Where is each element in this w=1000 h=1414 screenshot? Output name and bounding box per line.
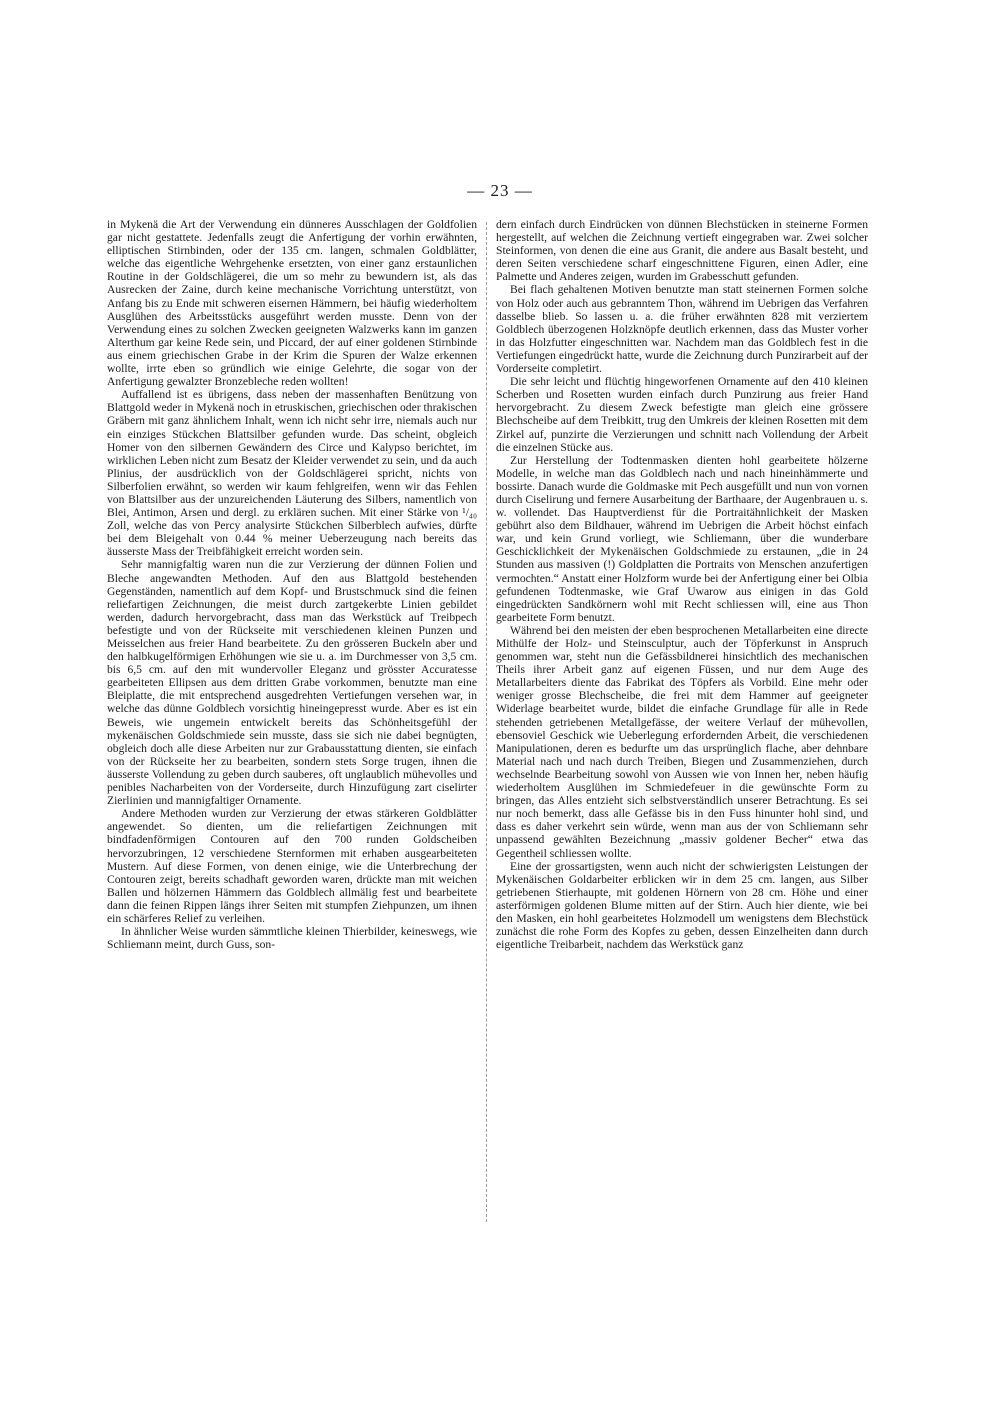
left-paragraph-4: Andere Methoden wurden zur Verzierung der etwas stärkeren Goldblätter angewendet. So dienten, um die reliefartigen Zeichnungen mit bindfadenförmigen Contouren auf den 700 runden Goldscheiben hervorzubringen, 12 verschiedene Sternformen mit erhaben ausgearbeiteten Mustern. Auf diese Formen, von denen einige, wie die Unterbrechung der Contouren zeigt, bereits schadhaft geworden waren, drückte man mit weichen Ballen und hölzernen Hämmern das Goldblech allmälig fest und bearbeitete dann die feinen Rippen längs ihrer Seiten mit stumpfen Ziehpunzen, um ihnen ein schärferes Relief zu verleihen. xyxy=(107,807,477,925)
left-paragraph-2: Auffallend ist es übrigens, dass neben der massenhaften Benützung von Blattgold weder in Mykenä noch in etruskischen, griechischen oder thrakischen Gräbern mit ganz ähnlichem Inhalt, wenn ich nicht sehr irre, niemals auch nur ein einziges Stückchen Blattsilber gefunden wurde. Das scheint, obgleich Homer von den silbernen Gewändern des Circe und Kalypso berichtet, im wirklichen Leben nicht zum Besatz der Kleider verwendet zu sein, und da auch Plinius, der ausdrücklich von der Goldschlägerei spricht, nichts von Silberfolien erwähnt, so werden wir kaum fehlgreifen, wenn wir das Fehlen von Blattsilber aus der unzureichenden Läuterung des Silbers, namentlich von Blei, Antimon, Arsen und dergl. zu erklären suchen. Mit einer Stärke von ¹/₄₀ Zoll, welche das von Percy analysirte Stückchen Silberblech aufwies, dürfte bei dem Bleigehalt von 0.44 % meiner Ueberzeugung nach bereits das äusserste Mass der Treibfähigkeit erreicht worden sein. xyxy=(107,388,477,559)
left-paragraph-3: Sehr mannigfaltig waren nun die zur Verzierung der dünnen Folien und Bleche angewandten Methoden. Auf den aus Blattgold bestehenden Gegenständen, namentlich auf dem Kopf- und Brustschmuck sind die feinen reliefartigen Zeichnungen, die meist durch zartgekerbte Linien gebildet werden, dadurch hervorgebracht, dass man das Werkstück auf Treibpech befestigte und von der Rückseite mit verschiedenen kleinen Punzen und Meisselchen aus freier Hand bearbeitete. Zu den grösseren Buckeln aber und den halbkugelförmigen Erhöhungen wie sie u. a. im Durchmesser von 3,5 cm. bis 6,5 cm. auf den mit wundervoller Eleganz und grösster Accuratesse gearbeiteten Ellipsen aus dem dritten Grabe vorkommen, benutzte man eine Bleiplatte, die mit entsprechend ausgedrehten Vertiefungen versehen war, in welche das dünne Goldblech vorsichtig hineingepresst wurde. Aber es ist ein Beweis, wie ungemein entwickelt bereits das Schönheitsgefühl der mykenäischen Goldschmiede sein musste, dass sie sich nie dabei begnügten, obgleich doch alle diese Arbeiten nur zur Grabausstattung dienten, sie einfach von der Rückseite her zu bearbeiten, sondern stets Sorge trugen, ihnen die äusserste Vollendung zu geben durch sauberes, oft unglaublich mühevolles und penibles Nacharbeiten von der Vorderseite, durch Hinzufügung zart ciselirter Zierlinien und mannigfaltiger Ornamente. xyxy=(107,558,477,808)
right-paragraph-6: Eine der grossartigsten, wenn auch nicht der schwierigsten Leistungen der Mykenäischen Goldarbeiter erblicken wir in dem 25 cm. langen, aus Silber getriebenen Stierhaupte, mit goldenen Hörnern von 28 cm. Höhe und einer asterförmigen goldenen Blume mitten auf der Stirn. Auch hier diente, wie bei den Masken, ein hohl gearbeitetes Holzmodell um wenigstens dem Blechstück zunächst die rohe Form des Kopfes zu geben, dessen Einzelheiten dann durch eigentliche Treibarbeit, nachdem das Werkstück ganz xyxy=(496,859,868,952)
right-paragraph-4: Zur Herstellung der Todtenmasken dienten hohl gearbeitete hölzerne Modelle, in welche man das Goldblech nach und nach hineinhämmerte und bossirte. Danach wurde die Goldmaske mit Pech ausgefüllt und nun von vornen durch Ciselirung und fernere Ausarbeitung der Barthaare, der Augenbrauen u. s. w. vollendet. Das Hauptverdienst für die Portraitähnlichkeit der Masken gebührt also dem Bildhauer, während im Uebrigen die Arbeit höchst einfach war, und kein Grund vorliegt, wie Schliemann, über die wunderbare Geschicklichkeit der Mykenäischen Goldschmiede zu erstaunen, „die in 24 Stunden aus massiven (!) Goldplatten die Portraits von Menschen anzufertigen vermochten.“ Anstatt einer Holzform wurde bei der Anfertigung einer bei Olbia gefundenen Todtenmaske, wie Graf Uwarow aus einigen in das Gold eingedrückten Sandkörnern wohl mit Recht schliessen will, eine aus Thon gearbeitete Form benutzt. xyxy=(496,453,868,624)
right-paragraph-3: Die sehr leicht und flüchtig hingeworfenen Ornamente auf den 410 kleinen Scherben und Rosetten wurden einfach durch Punzirung aus freier Hand hervorgebracht. Zu diesem Zweck befestigte man gleich eine grössere Blechscheibe auf dem Treibkitt, trug den Umkreis der kleinen Rosetten mit dem Zirkel auf, punzirte die Verzierungen und schnitt nach Vollendung der Arbeit die einzelnen Stücke aus. xyxy=(496,375,868,454)
left-column xyxy=(107,218,477,951)
right-paragraph-1: dern einfach durch Eindrücken von dünnen Blechstücken in steinerne Formen hergestellt, auf welchen die Zeichnung vertieft eingegraben war. Zwei solcher Steinformen, von denen die eine aus Granit, die andere aus Basalt besteht, und deren Seiten verschiedene scharf eingeschnittene Figuren, einen Adler, eine Palmette und Anderes zeigen, wurden im Grabesschutt gefunden. xyxy=(496,218,868,284)
page-number: — 23 — xyxy=(467,181,533,200)
column-divider xyxy=(486,222,487,1222)
right-paragraph-2: Bei flach gehaltenen Motiven benutzte man statt steinernen Formen solche von Holz oder auch aus gebranntem Thon, während im Uebrigen das Verfahren dasselbe blieb. So lassen u. a. die früher erwähnten 828 mit verziertem Goldblech überzogenen Holzknöpfe deutlich erkennen, dass das Muster vorher in das Holzfutter eingeschnitten war. Nachdem man das Goldblech fest in die Vertiefungen eingedrückt hatte, wurde die Zeichnung durch Punzirarbeit auf der Vorderseite completirt. xyxy=(496,283,868,376)
right-paragraph-5: Während bei den meisten der eben besprochenen Metallarbeiten eine directe Mithülfe der Holz- und Steinsculptur, auch der Töpferkunst in Anspruch genommen war, steht nun die Gefässbildnerei hinsichtlich des mechanischen Theils ihrer Arbeit ganz auf eigenen Füssen, und nur dem Auge des Metallarbeiters diente das Fabrikat des Töpfers als Vorbild. Eine mehr oder weniger grosse Blechscheibe, die frei mit dem Hammer auf geeigneter Widerlage bearbeitet wurde, bildet die einfache Grundlage für alle in Rede stehenden getriebenen Metallgefässe, der weitere Verlauf der mühevollen, ebensoviel Geschick wie Ueberlegung erfordernden Arbeit, die verschiedenen Manipulationen, deren es bedurfte um das ursprünglich flache, aber dehnbare Material nach und nach durch Treiben, Biegen und Zusammenziehen, durch wechselnde Bearbeitung sowohl von Aussen wie von Innen her, neben häufig wiederholtem Ausglühen im Schmiedefeuer in die gewünschte Form zu bringen, das Alles entzieht sich selbstverständlich unserer Betrachtung. Es sei nur noch bemerkt, dass alle Gefässe bis in den Fuss hinunter hohl sind, und dass es daher verkehrt sein würde, wenn man aus der von Schliemann sehr unpassend gewählten Bezeichnung „massiv goldener Becher“ etwa das Gegentheil schliessen wollte. xyxy=(496,623,868,860)
left-paragraph-1: in Mykenä die Art der Verwendung ein dünneres Ausschlagen der Goldfolien gar nicht gestattete. Jedenfalls zeugt die Anfertigung der vorhin erwähnten, elliptischen Stirnbinden, oder der 135 cm. langen, schmalen Goldblätter, welche das eigentliche Wehrgehenke ersetzten, von einer ganz erstaunlichen Routine in der Goldschlägerei, die um so mehr zu bewundern ist, als das Ausrecken der Zaine, durch keine mechanische Vorrichtung unterstützt, von Anfang bis zu Ende mit schweren eisernen Hämmern, bei häufig wiederholtem Ausglühen des Arbeitsstücks ausgeführt werden musste. Denn von der Verwendung eines zu solchen Zwecken geeigneten Walzwerks kann im ganzen Alterthum gar keine Rede sein, und Piccard, der auf einer goldenen Stirnbinde aus einem griechischen Grabe in der Krim die Spuren der Walze erkennen wollte, irrte eben so gründlich wie einige Gelehrte, die sogar von der Anfertigung gewalzter Bronzebleche reden wollten! xyxy=(107,218,477,389)
left-paragraph-5: In ähnlicher Weise wurden sämmtliche kleinen Thierbilder, keineswegs, wie Schliemann meint, durch Guss, son- xyxy=(107,925,477,952)
right-column xyxy=(496,218,868,951)
